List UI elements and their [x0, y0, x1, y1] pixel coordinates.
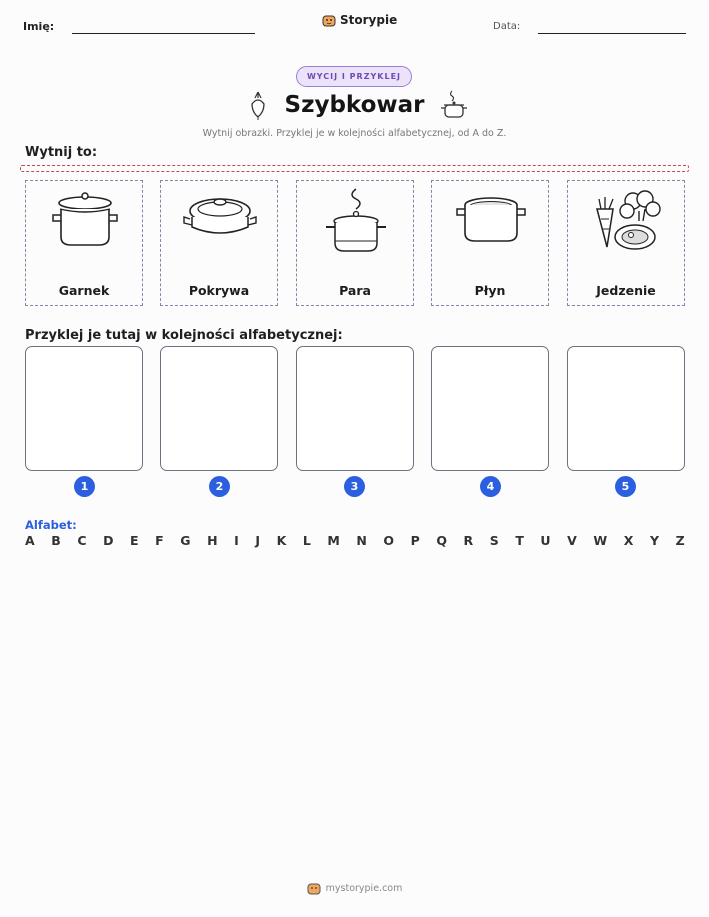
alphabet-letter: O: [383, 533, 395, 548]
paste-slot-3[interactable]: [296, 346, 414, 471]
alphabet-letter: D: [103, 533, 114, 548]
slot-number-1: 1: [74, 476, 95, 497]
cut-card-garnek[interactable]: [25, 180, 143, 306]
paste-slot-4[interactable]: [431, 346, 549, 471]
alphabet-row: [25, 533, 685, 548]
alphabet-letter: Z: [675, 533, 685, 548]
pot-icon: [45, 187, 125, 255]
food-icon: [587, 187, 667, 255]
date-label: Data:: [493, 21, 521, 32]
alphabet-letter: X: [623, 533, 634, 548]
card-label: Płyn: [474, 283, 506, 298]
alphabet-letter: A: [25, 533, 35, 548]
card-label: Pokrywa: [188, 283, 250, 298]
steam-pot-icon: [316, 187, 396, 255]
cut-card-plyn[interactable]: [431, 180, 549, 306]
storypie-logo-icon: [322, 13, 336, 27]
alphabet-letter: Y: [649, 533, 659, 548]
cut-line: [20, 165, 689, 172]
alphabet-letter: S: [489, 533, 499, 548]
alphabet-letter: R: [463, 533, 474, 548]
alphabet-letter: B: [51, 533, 61, 548]
instructions: Wytnij obrazki. Przyklej je w kolejności alfabetycznej, od A do Z.: [202, 128, 507, 139]
card-label: Jedzenie: [596, 283, 656, 298]
brand: [322, 13, 397, 27]
slot-number-4: 4: [480, 476, 501, 497]
alphabet-letter: P: [410, 533, 420, 548]
alphabet-letter: W: [593, 533, 608, 548]
alphabet-letter: L: [302, 533, 311, 548]
alphabet-letter: E: [130, 533, 139, 548]
slot-number-3: 3: [344, 476, 365, 497]
alphabet-letter: Q: [436, 533, 447, 548]
footer: [0, 881, 709, 895]
paste-slot-5[interactable]: [567, 346, 685, 471]
alphabet-letter: K: [276, 533, 287, 548]
cut-card-jedzenie[interactable]: [567, 180, 685, 306]
cut-card-pokrywa[interactable]: [160, 180, 278, 306]
card-label: Para: [339, 283, 371, 298]
alphabet-letter: V: [567, 533, 577, 548]
paste-heading: Przyklej je tutaj w kolejności alfabetycznej:: [25, 328, 343, 343]
paste-slot-1[interactable]: [25, 346, 143, 471]
page-title: Szybkowar: [284, 92, 425, 118]
liquid-pot-icon: [451, 187, 531, 255]
lid-icon: [180, 187, 260, 255]
alphabet-letter: G: [180, 533, 191, 548]
name-label: Imię:: [23, 20, 55, 33]
slot-number-2: 2: [209, 476, 230, 497]
alphabet-letter: H: [207, 533, 218, 548]
alphabet-letter: T: [515, 533, 524, 548]
activity-badge: WYCIJ I PRZYKLEJ: [296, 66, 412, 87]
cut-card-para[interactable]: [296, 180, 414, 306]
slot-number-5: 5: [615, 476, 636, 497]
alphabet-letter: F: [155, 533, 164, 548]
paste-slot-2[interactable]: [160, 346, 278, 471]
alphabet-label: Alfabet:: [25, 518, 77, 532]
brand-name: Storypie: [340, 13, 398, 27]
cut-heading: Wytnij to:: [25, 145, 98, 160]
name-line[interactable]: [72, 33, 255, 34]
card-label: Garnek: [58, 283, 110, 298]
alphabet-letter: J: [255, 533, 260, 548]
pot-steam-icon: [440, 89, 468, 121]
alphabet-letter: N: [356, 533, 367, 548]
storypie-logo-icon: [307, 881, 321, 895]
alphabet-letter: M: [327, 533, 340, 548]
alphabet-letter: C: [77, 533, 87, 548]
footer-link[interactable]: mystorypie.com: [325, 882, 403, 894]
alphabet-letter: U: [540, 533, 551, 548]
alphabet-letter: I: [234, 533, 239, 548]
date-line[interactable]: [538, 33, 686, 34]
